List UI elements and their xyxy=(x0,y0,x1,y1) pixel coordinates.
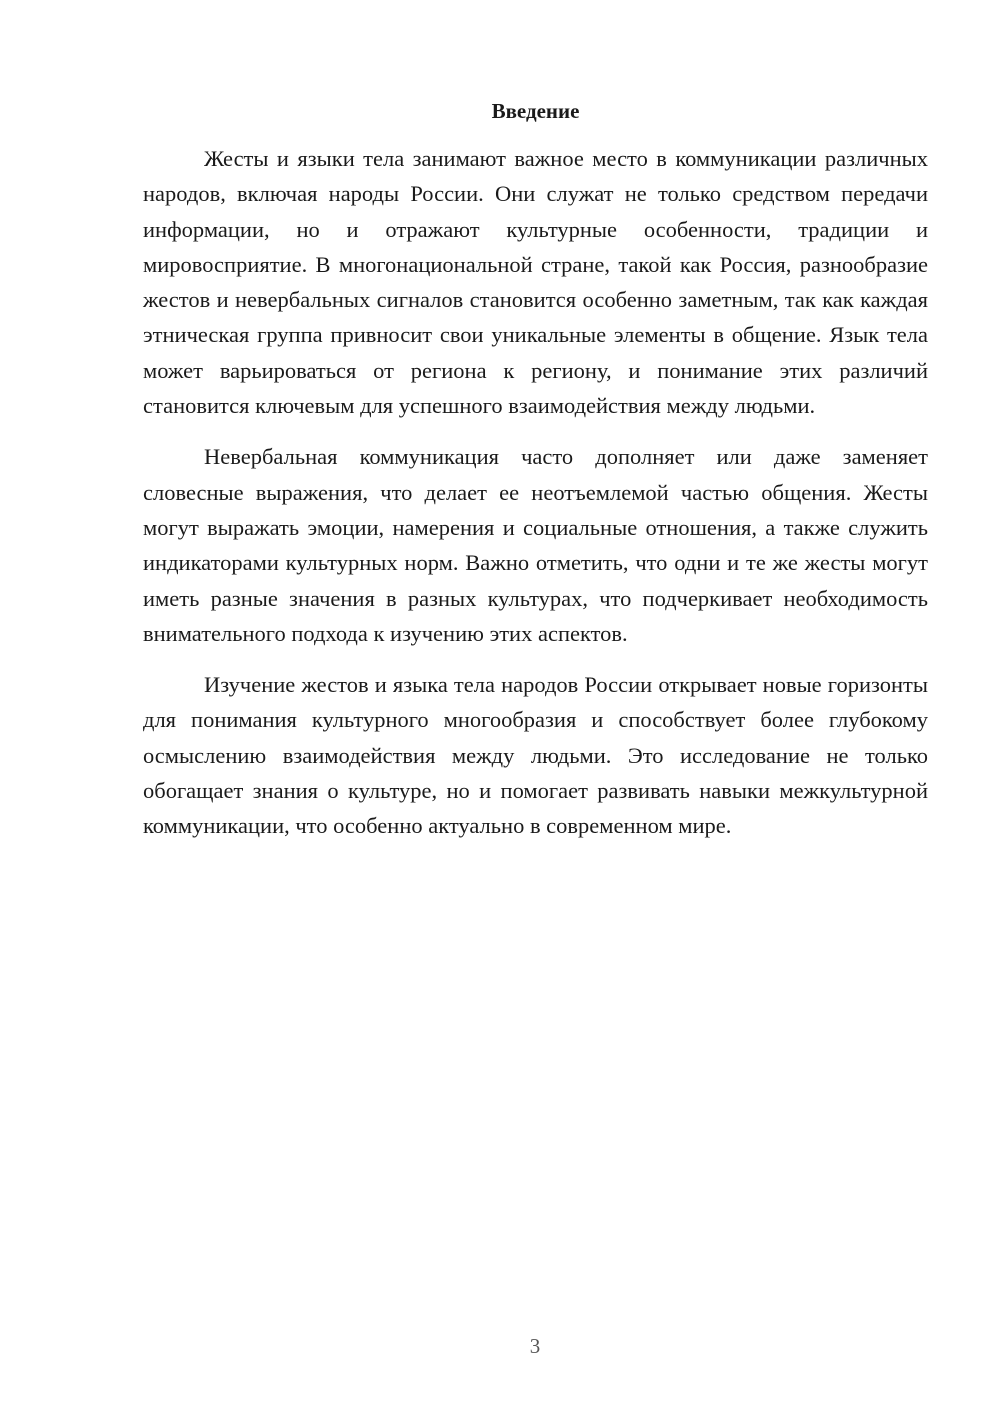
paragraph-2: Невербальная коммуникация часто дополняет или даже заменяет словесные выражения, что делает ее неотъемлемой частью общения. Жесты могут выражать эмоции, намерения и социальные отношения, а также служить индикаторами культурных норм. Важно отметить, что одни и те же жесты могут иметь разные значения в разных культурах, что подчеркивает необходимость внимательного подхода к изучению этих аспектов. xyxy=(143,444,928,646)
page-content xyxy=(143,95,928,860)
paragraph-3: Изучение жестов и языка тела народов России открывает новые горизонты для понимания культурного многообразия и способствует более глубокому осмыслению взаимодействия между людьми. Это исследование не только обогащает знания о культуре, но и помогает развивать навыки межкультурной коммуникации, что особенно актуально в современном мире. xyxy=(143,672,928,839)
section-title: Введение xyxy=(491,99,580,123)
paragraph-1: Жесты и языки тела занимают важное место в коммуникации различных народов, включая народы России. Они служат не только средством передачи информации, но и отражают культурные особенности, традиции и мировосприятие. В многонациональной стране, такой как Россия, разнообразие жестов и невербальных сигналов становится особенно заметным, так как каждая этническая группа привносит свои уникальные элементы в общение. Язык тела может варьироваться от региона к региону, и понимание этих различий становится ключевым для успешного взаимодействия между людьми. xyxy=(143,146,928,419)
page-number: 3 xyxy=(529,1334,541,1358)
